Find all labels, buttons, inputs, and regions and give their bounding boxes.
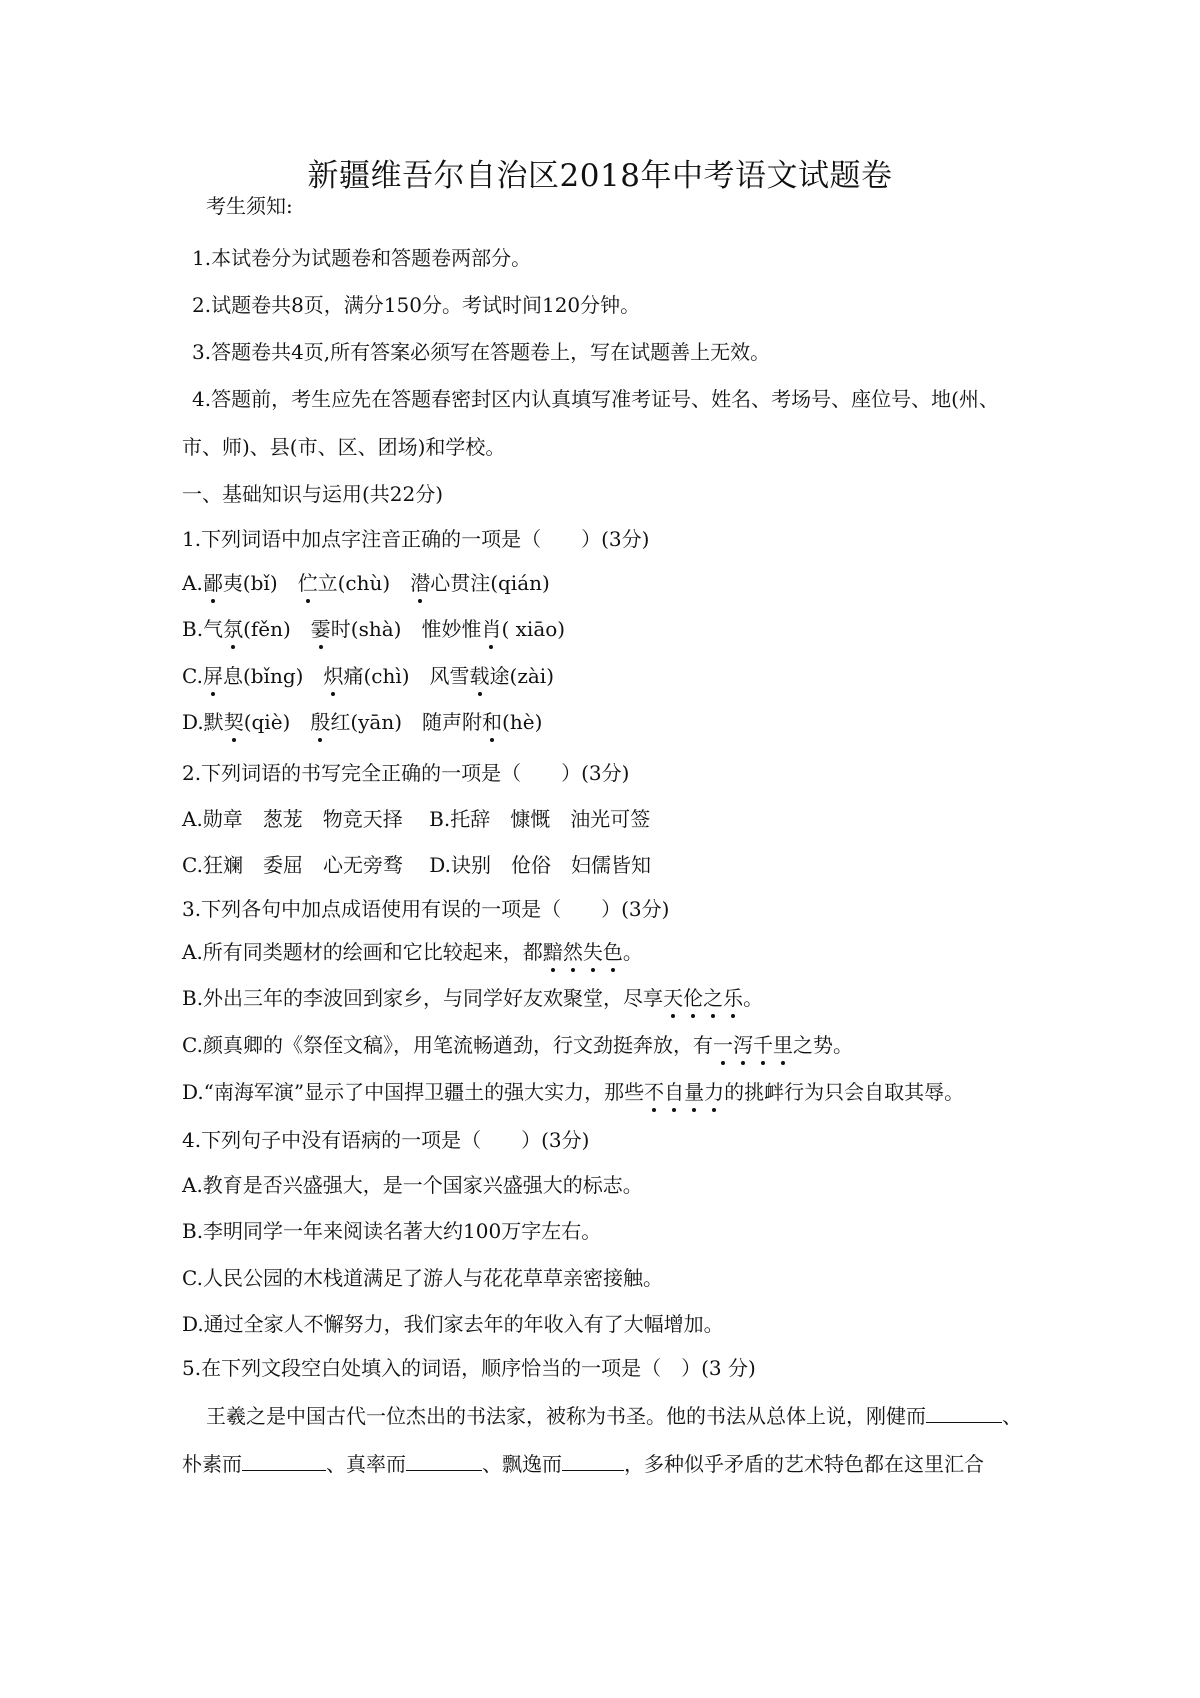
q1-option-a: A.鄙夷(bǐ) 伫立(chù) 潜心贯注(qián): [182, 571, 550, 595]
q3-option-c: C.颜真卿的《祭侄文稿》，用笔流畅遒劲，行文劲挺奔放，有一泻千里之势。: [182, 1033, 853, 1057]
dotted-char: 鄙: [202, 571, 223, 595]
dotted-char: 天: [663, 986, 684, 1010]
q3-option-a: A.所有同类题材的绘画和它比较起来，都黯然失色。: [182, 940, 643, 964]
dotted-char: 色: [602, 940, 623, 964]
dotted-char: 和: [482, 710, 503, 734]
fill-blank-4[interactable]: [562, 1454, 624, 1471]
fill-blank-2[interactable]: [242, 1454, 326, 1471]
dotted-char: 量: [684, 1080, 705, 1104]
dotted-char: 霎: [310, 617, 331, 641]
dotted-char: 自: [664, 1080, 685, 1104]
notice-item-2: 2.试题卷共8页，满分150分。考试时间120分钟。: [192, 293, 641, 317]
dotted-idiom: [644, 1080, 724, 1104]
dotted-char: 潜: [410, 571, 431, 595]
dotted-char: 氛: [223, 617, 244, 641]
dotted-char: 黯: [542, 940, 563, 964]
notice-item-4: 4.答题前，考生应先在答题春密封区内认真填写准考证号、姓名、考场号、座位号、地(州、: [192, 387, 999, 411]
notice-item-1: 1.本试卷分为试题卷和答题卷两部分。: [192, 246, 532, 270]
dotted-char: 契: [223, 710, 244, 734]
dotted-char: 里: [772, 1033, 793, 1057]
dotted-char: 千: [752, 1033, 773, 1057]
dotted-char: 炽: [323, 664, 344, 688]
q2-options-cd: C.狂斓 委屈 心无旁骛 D.诀别 伧俗 妇儒皆知: [182, 853, 651, 877]
q1-option-c: C.屏息(bǐng) 炽痛(chì) 风雪载途(zài): [182, 664, 555, 688]
dotted-char: 失: [582, 940, 603, 964]
q3-option-b: B.外出三年的李波回到家乡，与同学好友欢聚堂，尽享天伦之乐。: [182, 986, 764, 1010]
q5-passage-line-1: 王羲之是中国古代一位杰出的书法家，被称为书圣。他的书法从总体上说，刚健而 、: [206, 1404, 1022, 1428]
section-1-heading: 一、基础知识与运用(共22分): [182, 482, 444, 506]
q2-stem: 2.下列词语的书写完全正确的一项是（ ）(3分): [182, 761, 630, 785]
dotted-char: 肖: [481, 617, 502, 641]
q4-option-a: A.教育是否兴盛强大，是一个国家兴盛强大的标志。: [182, 1173, 643, 1197]
dotted-char: 之: [703, 986, 724, 1010]
notice-header: 考生须知:: [206, 194, 293, 218]
dotted-char: 屏: [202, 664, 223, 688]
q4-option-c: C.人民公园的木栈道满足了游人与花花草草亲密接触。: [182, 1266, 663, 1290]
dotted-char: 载: [469, 664, 490, 688]
dotted-idiom: [663, 986, 743, 1010]
q2-options-ab: A.勋章 葱茏 物竞天择 B.托辞 慷慨 油光可签: [182, 807, 651, 831]
dotted-idiom: [713, 1033, 793, 1057]
q3-stem: 3.下列各句中加点成语使用有误的一项是（ ）(3分): [182, 897, 670, 921]
q5-stem: 5.在下列文段空白处填入的词语，顺序恰当的一项是（ ）(3 分): [182, 1356, 756, 1380]
fill-blank-1[interactable]: [926, 1406, 1002, 1423]
q1-option-d: D.默契(qiè) 殷红(yān) 随声附和(hè): [182, 710, 543, 734]
dotted-char: 泻: [732, 1033, 753, 1057]
q4-stem: 4.下列句子中没有语病的一项是（ ）(3分): [182, 1128, 590, 1152]
q5-passage-line-2: 朴素而 、真率而 、飘逸而 ，多种似乎矛盾的艺术特色都在这里汇合: [182, 1452, 984, 1476]
exam-title: 新疆维吾尔自治区2018年中考语文试题卷: [307, 158, 893, 194]
notice-item-3: 3.答题卷共4页,所有答案必须写在答题卷上，写在试题善上无效。: [192, 340, 771, 364]
q4-option-d: D.通过全家人不懈努力，我们家去年的年收入有了大幅增加。: [182, 1312, 724, 1336]
dotted-char: 不: [644, 1080, 665, 1104]
q1-stem: 1.下列词语中加点字注音正确的一项是（ ）(3分): [182, 527, 650, 551]
q1-option-b: B.气氛(fěn) 霎时(shà) 惟妙惟肖( xiāo): [182, 617, 566, 641]
q4-option-b: B.李明同学一年来阅读名著大约100万字左右。: [182, 1219, 602, 1243]
dotted-char: 力: [704, 1080, 725, 1104]
dotted-char: 一: [712, 1033, 733, 1057]
dotted-char: 殷: [310, 710, 331, 734]
dotted-char: 伫: [297, 571, 318, 595]
dotted-idiom: [543, 940, 623, 964]
notice-item-4-cont: 市、师)、县(市、区、团场)和学校。: [182, 435, 506, 459]
dotted-char: 乐: [723, 986, 744, 1010]
dotted-char: 然: [562, 940, 583, 964]
q3-option-d: D.“南海军演”显示了中国捍卫疆土的强大实力，那些不自量力的挑衅行为只会自取其辱。: [182, 1080, 965, 1104]
dotted-char: 伦: [683, 986, 704, 1010]
fill-blank-3[interactable]: [406, 1454, 482, 1471]
